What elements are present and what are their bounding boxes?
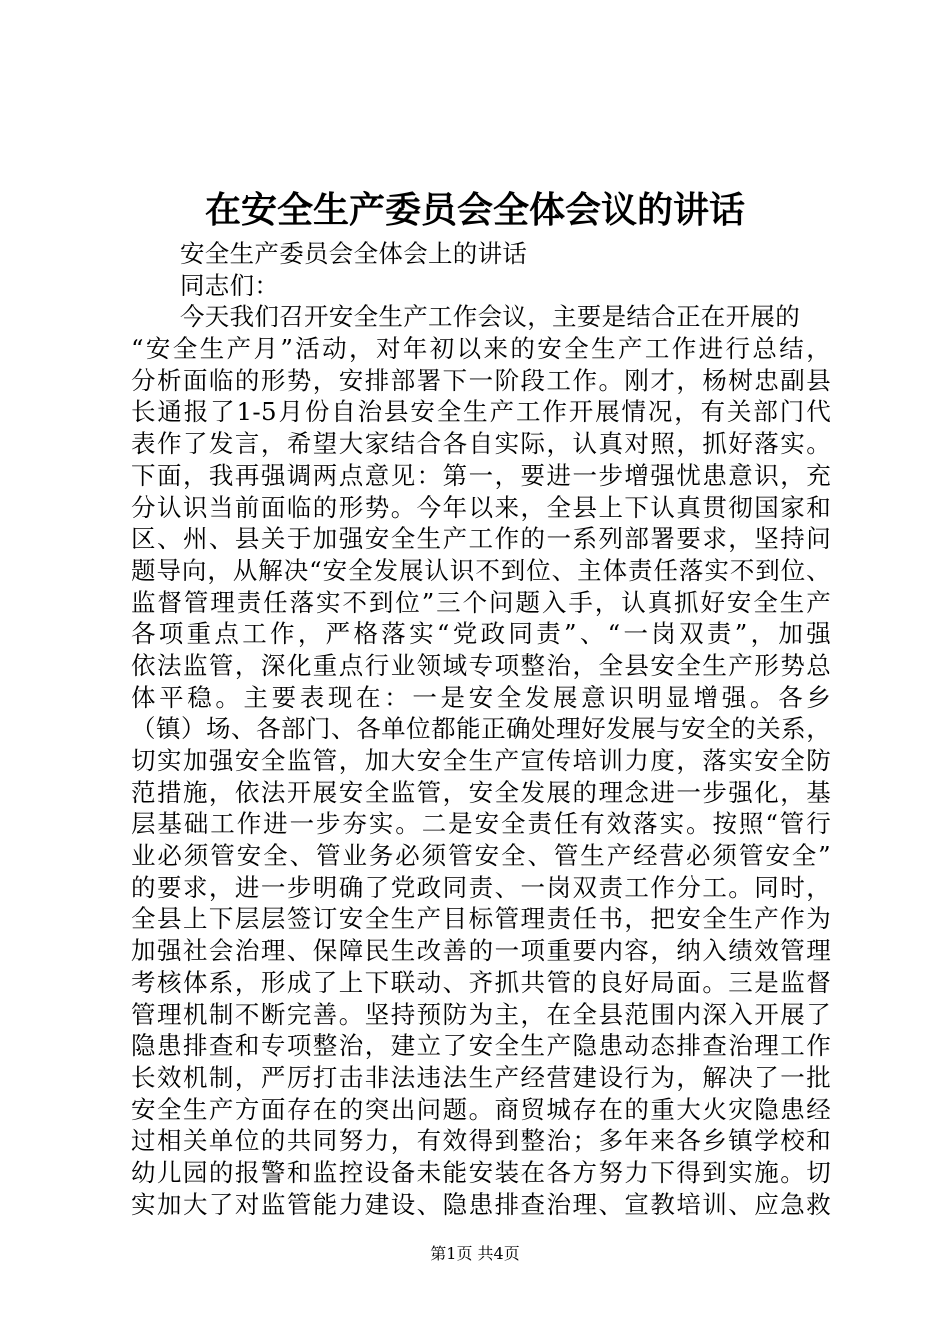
text-line: 监督管理责任落实不到位”三个问题入手，认真抓好安全生产	[131, 587, 831, 617]
text-line: 各项重点工作，严格落实“党政同责”、“一岗双责”，加强	[131, 619, 831, 649]
text-line: 今天我们召开安全生产工作会议，主要是结合正在开展的	[180, 302, 800, 332]
text-line: 范措施，依法开展安全监管，安全发展的理念进一步强化，基	[131, 777, 831, 807]
text-line: 分析面临的形势，安排部署下一阶段工作。刚才，杨树忠副县	[131, 365, 831, 395]
text-line: 考核体系，形成了上下联动、齐抓共管的良好局面。三是监督	[131, 967, 831, 997]
text-line: 长通报了1-5月份自治县安全生产工作开展情况，有关部门代	[131, 397, 831, 427]
document-body	[131, 238, 831, 1220]
text-line: 安全生产方面存在的突出问题。商贸城存在的重大火灾隐患经	[131, 1094, 831, 1124]
text-line: 加强社会治理、保障民生改善的一项重要内容，纳入绩效管理	[131, 936, 831, 966]
text-line: 全县上下层层签订安全生产目标管理责任书，把安全生产作为	[131, 904, 831, 934]
text-line: （镇）场、各部门、各单位都能正确处理好发展与安全的关系，	[131, 714, 831, 744]
text-line: 下面，我再强调两点意见：第一，要进一步增强忧患意识，充	[131, 460, 831, 490]
text-line: 管理机制不断完善。坚持预防为主，在全县范围内深入开展了	[131, 999, 831, 1029]
text-line: 题导向，从解决“安全发展认识不到位、主体责任落实不到位、	[131, 555, 831, 585]
text-line: 切实加强安全监管，加大安全生产宣传培训力度，落实安全防	[131, 746, 831, 775]
text-line: 体平稳。主要表现在：一是安全发展意识明显增强。各乡	[131, 682, 831, 712]
text-line: 幼儿园的报警和监控设备未能安装在各方努力下得到实施。切	[131, 1157, 831, 1187]
document-title: 在安全生产委员会全体会议的讲话	[204, 189, 745, 231]
body-paragraph	[131, 301, 831, 1220]
text-line: 分认识当前面临的形势。今年以来，全县上下认真贯彻国家和	[131, 492, 831, 522]
salutation: 同志们：	[180, 270, 280, 300]
text-line: 依法监管，深化重点行业领域专项整治，全县安全生产形势总	[131, 650, 831, 680]
page-number: 第1页 共4页	[430, 1244, 520, 1263]
text-line: 区、州、县关于加强安全生产工作的一系列部署要求，坚持问	[131, 524, 831, 554]
text-line: 业必须管安全、管业务必须管安全、管生产经营必须管安全”	[131, 841, 831, 871]
text-line: 层基础工作进一步夯实。二是安全责任有效落实。按照“管行	[131, 809, 831, 839]
text-line: 表作了发言，希望大家结合各自实际，认真对照，抓好落实。	[131, 429, 831, 459]
text-line: 的要求，进一步明确了党政同责、一岗双责工作分工。同时，	[131, 872, 831, 902]
text-line: 隐患排查和专项整治，建立了安全生产隐患动态排查治理工作	[131, 1031, 831, 1061]
text-line: 实加大了对监管能力建设、隐患排查治理、宣教培训、应急救	[131, 1189, 831, 1219]
text-line: “安全生产月”活动，对年初以来的安全生产工作进行总结，	[131, 334, 831, 364]
text-line: 过相关单位的共同努力，有效得到整治；多年来各乡镇学校和	[131, 1126, 831, 1156]
text-line: 长效机制，严厉打击非法违法生产经营建设行为，解决了一批	[131, 1062, 831, 1092]
document-subtitle: 安全生产委员会全体会上的讲话	[180, 239, 528, 268]
